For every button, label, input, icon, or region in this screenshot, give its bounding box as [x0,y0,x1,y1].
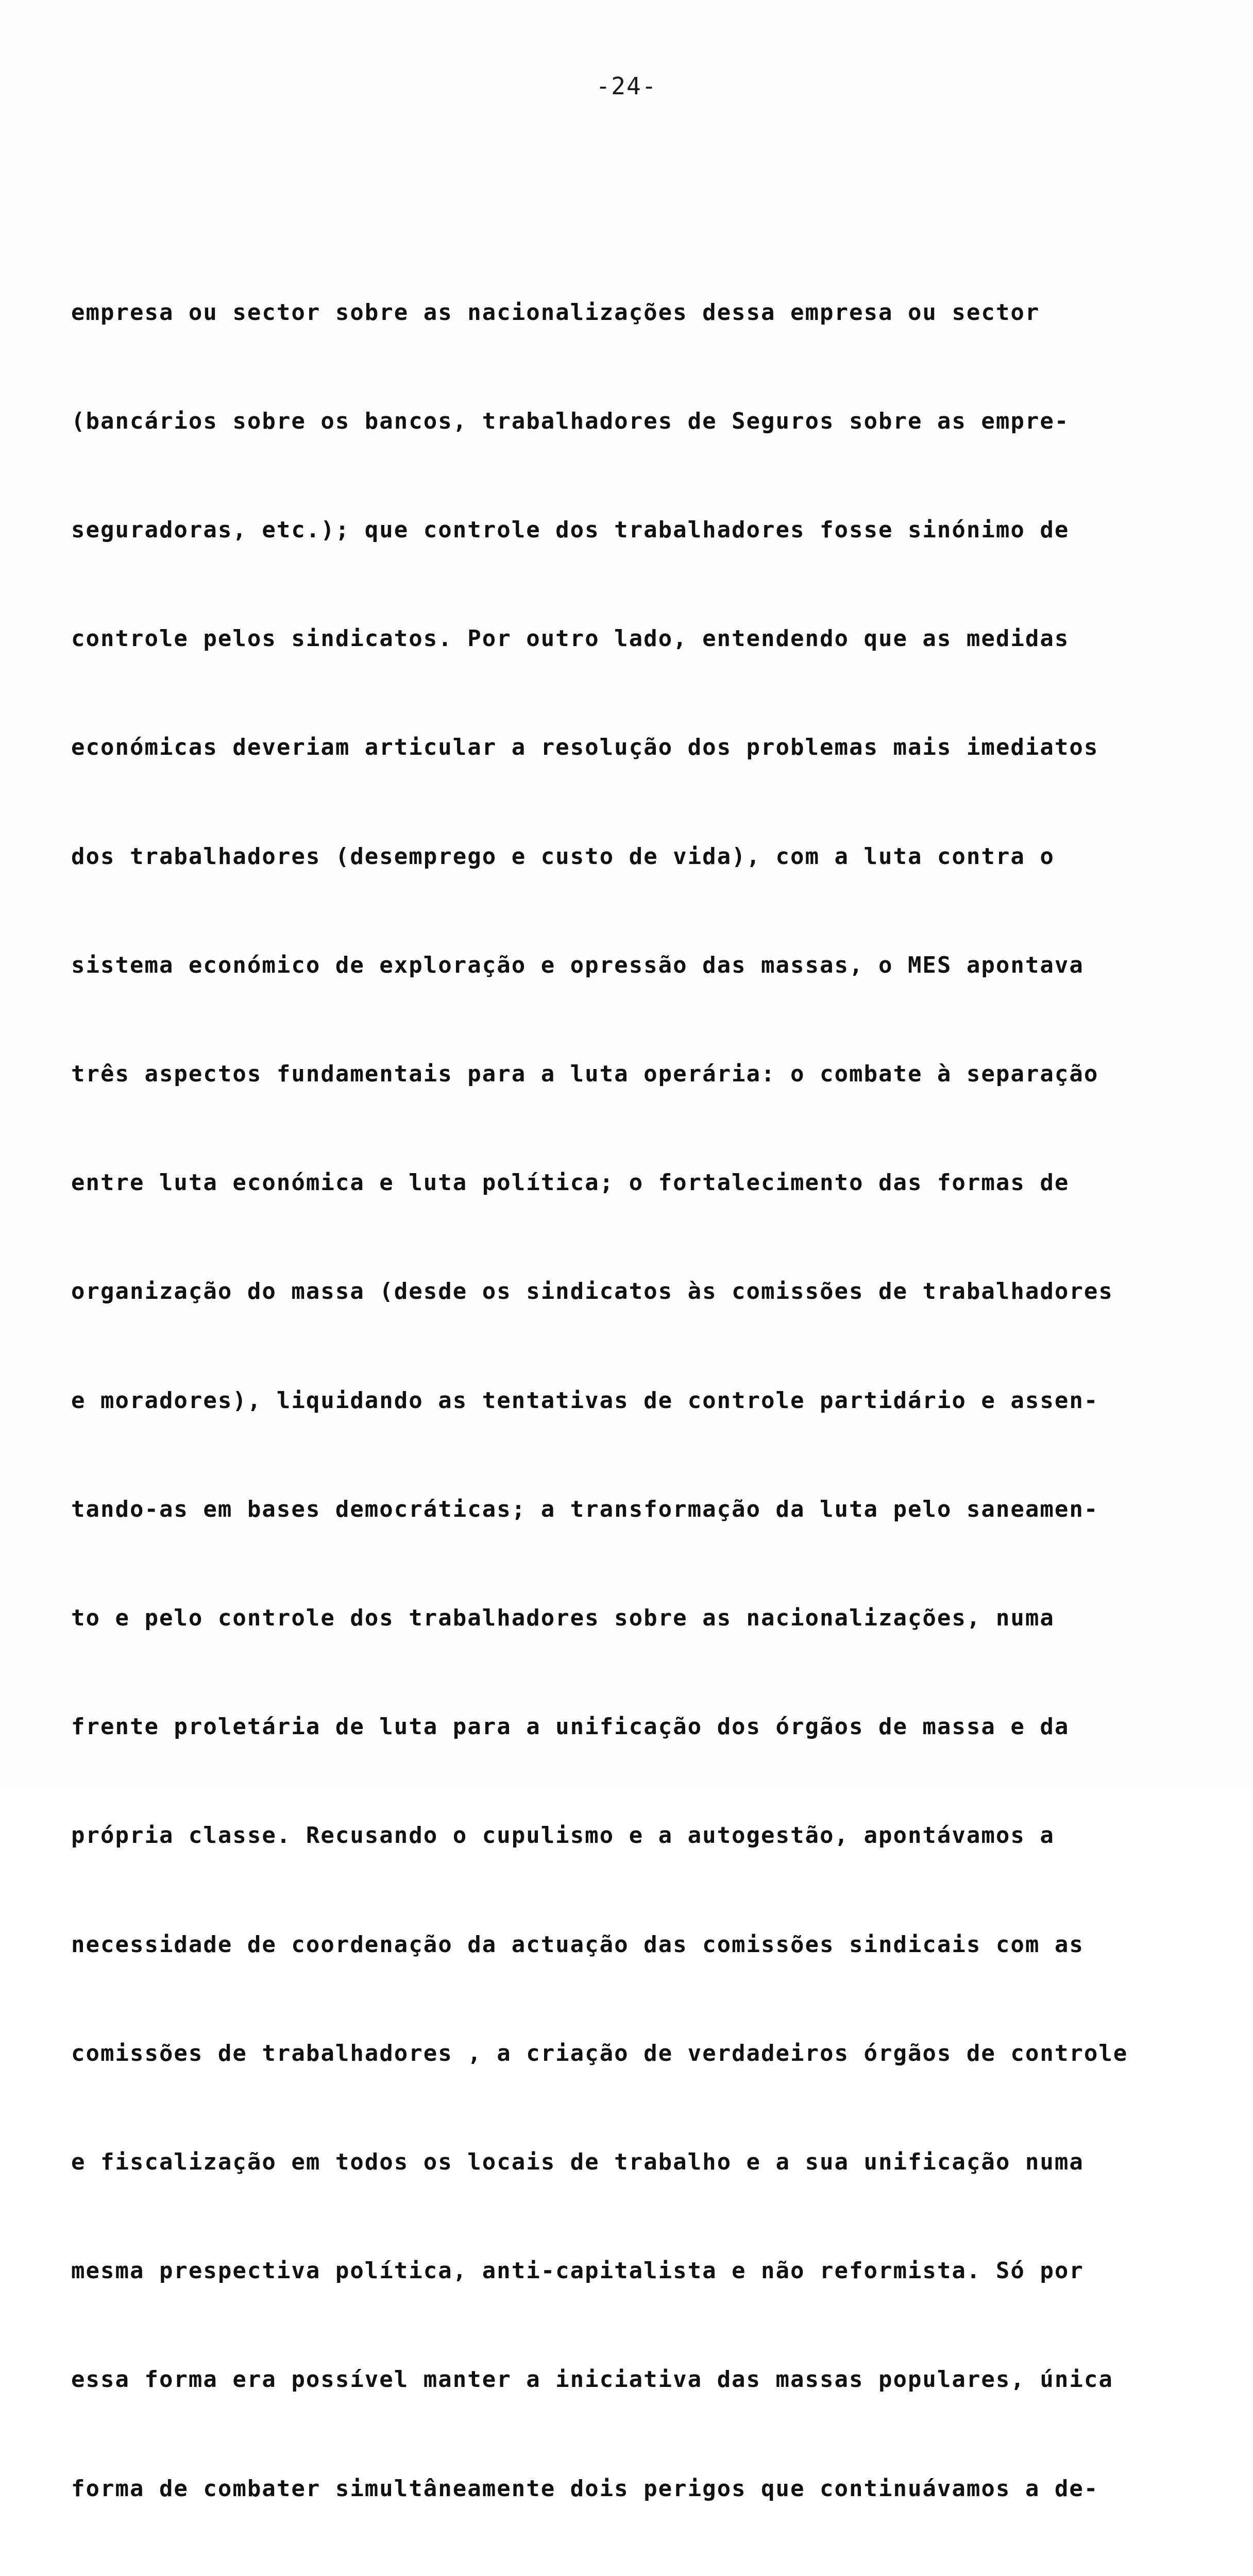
text-line: controle pelos sindicatos. Por outro lado, entendendo que as medidas [71,625,1070,652]
text-line: entre luta económica e luta política; o fortalecimento das formas de [71,1170,1070,1196]
text-line: organização do massa (desde os sindicatos às comissões de trabalhadores [71,1278,1113,1305]
text-line: essa forma era possível manter a iniciativa das massas populares, única [71,2366,1113,2393]
page-number: -24- [596,72,657,100]
text-line: to e pelo controle dos trabalhadores sobre as nacionalizações, numa [71,1605,1055,1632]
text-line: e moradores), liquidando as tentativas de controle partidário e assen- [71,1387,1099,1414]
text-line: mesma prespectiva política, anti-capitalista e não reformista. Só por [71,2258,1084,2284]
text-line: frente proletária de luta para a unificação dos órgãos de massa e da [71,1714,1070,1740]
text-line: comissões de trabalhadores , a criação de verdadeiros órgãos de controle [71,2040,1128,2066]
text-line: (bancários sobre os bancos, trabalhadores de Seguros sobre as empre- [71,408,1070,434]
text-line: própria classe. Recusando o cupulismo e a autogestão, apontávamos a [71,1822,1055,1849]
text-line: dos trabalhadores (desemprego e custo de vida), com a luta contra o [71,843,1055,870]
body-text [71,149,1194,2576]
text-line: empresa ou sector sobre as nacionalizações dessa empresa ou sector [71,299,1040,326]
text-line: forma de combater simultâneamente dois perigos que continuávamos a de- [71,2475,1099,2502]
text-line: seguradoras, etc.); que controle dos trabalhadores fosse sinónimo de [71,517,1070,544]
text-line: sistema económico de exploração e opressão das massas, o MES apontava [71,952,1084,978]
text-line: e fiscalização em todos os locais de trabalho e a sua unificação numa [71,2149,1084,2176]
text-line: económicas deveriam articular a resolução dos problemas mais imediatos [71,734,1099,761]
paragraph-1 [71,222,1194,2576]
text-line: necessidade de coordenação da actuação das comissões sindicais com as [71,1931,1084,1958]
text-line: tando-as em bases democráticas; a transformação da luta pelo saneamen- [71,1496,1099,1522]
text-line: três aspectos fundamentais para a luta operária: o combate à separação [71,1061,1099,1088]
